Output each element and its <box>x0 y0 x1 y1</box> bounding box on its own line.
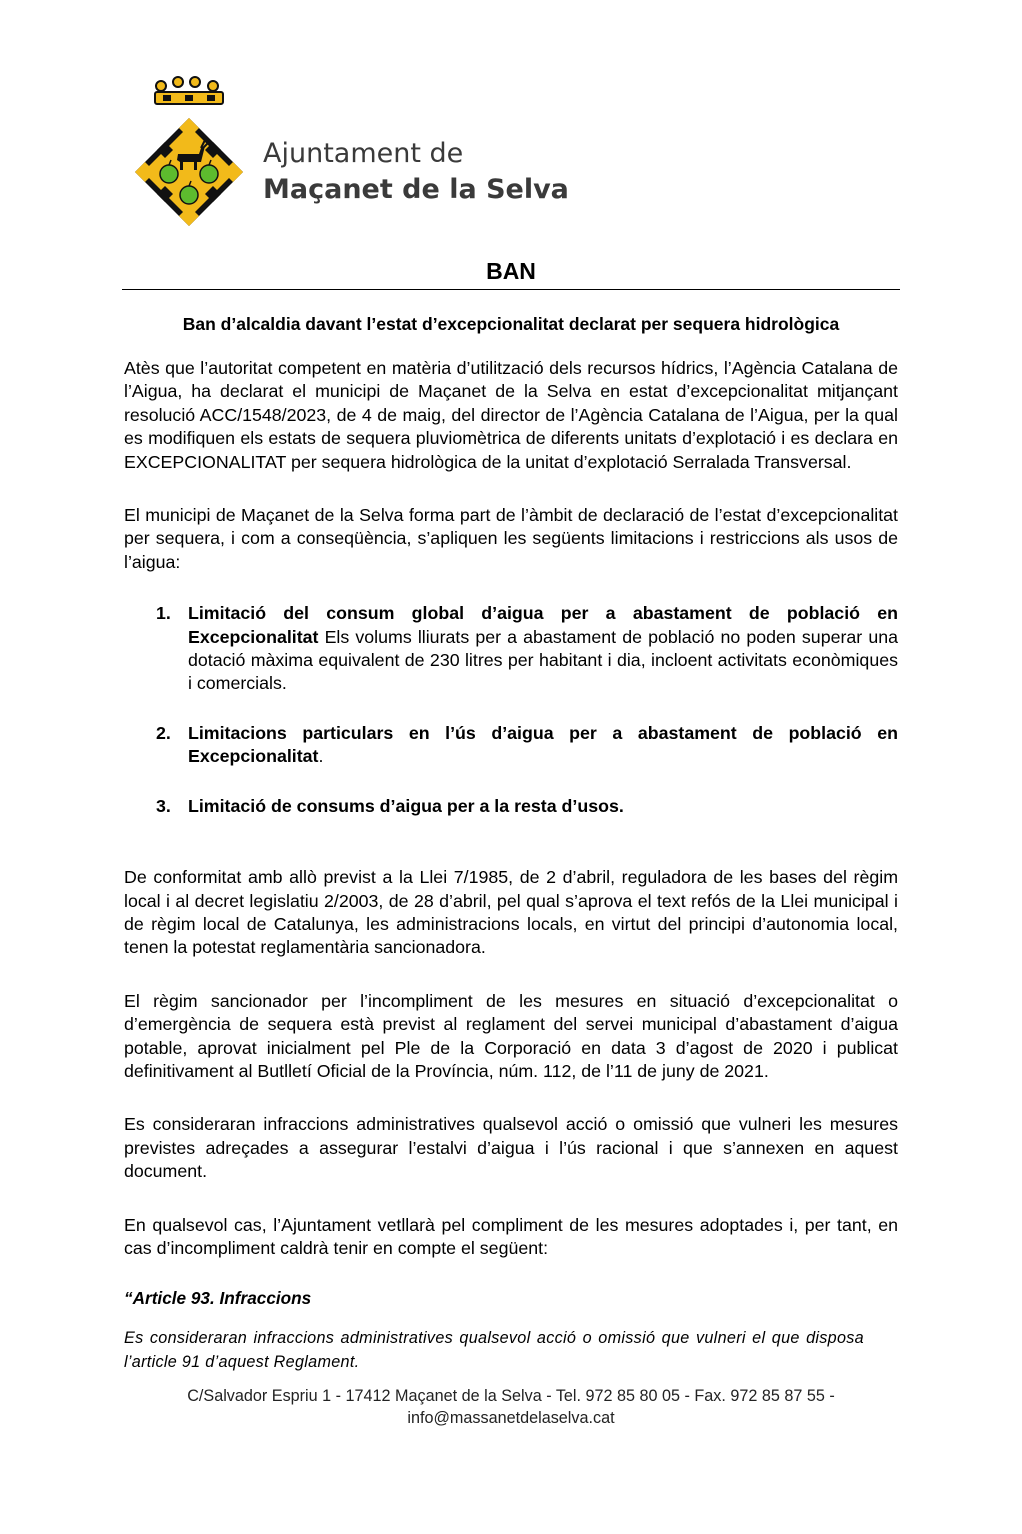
paragraph-4: El règim sancionador per l’incompliment de les mesures en situació d’excepcionalitat o d’emergència de sequera està previst al reglament del servei municipal d’abastament d’aigua potable, aprovat inicialment pel Ple de la Corporació en data 3 d’agost de 2020 i publicat definitivament al Butlletí Oficial de la Província, núm. 112, de l’11 de juny de 2021. <box>124 990 898 1081</box>
list-item-text: Els volums lliurats per a abastament de població no poden superar una dotació màxima equivalent de 230 litres per habitant i dia, incloent activitats econòmiques i comercials. <box>188 626 898 694</box>
list-item-text: . <box>318 746 324 767</box>
paragraph-6: En qualsevol cas, l’Ajuntament vetllarà pel compliment de les mesures adoptades i, per tant, en cas d’incompliment caldrà tenir en compte el següent: <box>124 1214 898 1258</box>
paragraph-5: Es consideraran infraccions administratives qualsevol acció o omissió que vulneri les mesures previstes adreçades a assegurar l’estalvi d’aigua i l’ús racional i que s’annexen en aquest document. <box>124 1114 898 1182</box>
title-divider <box>122 289 900 290</box>
document-title: BAN <box>486 258 536 284</box>
document-body <box>124 357 898 1374</box>
footer-address: C/Salvador Espriu 1 - 17412 Maçanet de la Selva - Tel. 972 85 80 05 - Fax. 972 85 87 55 - <box>187 1387 835 1405</box>
list-item-number: 2. <box>156 722 171 743</box>
list-item-heading: Limitació del consum global d’aigua per a abastament de població en Excepcionalitat <box>188 603 898 647</box>
shield-icon <box>135 118 243 226</box>
letterhead <box>133 74 569 234</box>
paragraph-3: De conformitat amb allò previst a la Llei 7/1985, de 2 d’abril, reguladora de les bases del règim local i al decret legislatiu 2/2003, de 28 d’abril, pel qual s’aprova el text refós de la Llei municipal i de règim local de Catalunya, les administracions locals, en virtut del principi d’autonomia local, tenen la potestat reglamentària sancionadora. <box>124 867 898 958</box>
list-item <box>124 722 898 769</box>
crown-icon <box>155 77 223 104</box>
article-heading: “Article 93. Infraccions <box>124 1288 312 1309</box>
paragraph-2: El municipi de Maçanet de la Selva forma part de l’àmbit de declaració de l’estat d’excepcionalitat per sequera, i com a conseqüència, s’apliquen les següents limitacions i restriccions als usos de l’aigua: <box>124 505 898 572</box>
coat-of-arms-icon <box>133 74 245 234</box>
restrictions-list <box>124 602 898 818</box>
list-item-heading: Limitacions particulars en l’ús d’aigua per a abastament de població en Excepcionalitat <box>188 722 898 767</box>
list-item-number: 3. <box>156 795 171 816</box>
footer-email: info@massanetdelaselva.cat <box>407 1409 615 1427</box>
footer <box>0 1385 1022 1429</box>
org-name-line2: Maçanet de la Selva <box>263 174 569 205</box>
list-item <box>124 602 898 696</box>
list-item <box>124 795 898 818</box>
list-item-number: 1. <box>156 603 171 624</box>
document-subtitle: Ban d’alcaldia davant l’estat d’excepcionalitat declarat per sequera hidrològica <box>182 314 840 334</box>
article-text: Es consideraran infraccions administratives qualsevol acció o omissió que vulneri el que disposa l’article 91 d’aquest Reglament. <box>124 1329 864 1371</box>
list-item-heading: Limitació de consums d’aigua per a la resta d’usos. <box>188 795 624 816</box>
org-name-line1: Ajuntament de <box>263 138 464 169</box>
paragraph-1: Atès que l’autoritat competent en matèria d’utilització dels recursos hídrics, l’Agència Catalana de l’Aigua, ha declarat el municipi de Maçanet de la Selva en estat d’excepcionalitat mitjançant resolució ACC/1548/2023, de 4 de maig, del director de l’Agència Catalana de l’Aigua, per la qual es modifiquen els estats de sequera pluviomètrica de diferents unitats d’explotació i es declara en EXCEPCIONALITAT per sequera hidrològica de la unitat d’explotació Serralada Transversal. <box>124 358 898 472</box>
